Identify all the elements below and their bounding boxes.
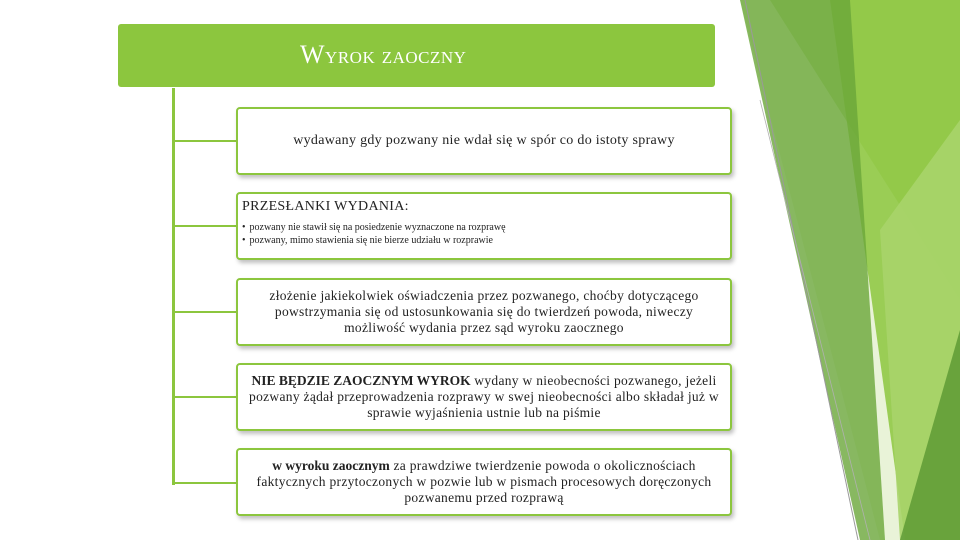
box-default-judgment <box>236 448 732 516</box>
box-default-judgment-content <box>238 458 730 506</box>
connector-line-4 <box>174 396 236 398</box>
box-prerequisites <box>236 192 732 260</box>
box-definition-text: wydawany gdy pozwany nie wdał się w spór co do istoty sprawy <box>293 133 675 148</box>
box-default-judgment-bold: w wyroku zaocznym <box>272 458 390 473</box>
box-statement <box>236 278 732 346</box>
title-first-letter: W <box>300 40 326 69</box>
box-statement-text: złożenie jakiekolwiek oświadczenia przez pozwanego, choćby dotyczącego powstrzymania się od ustosunkowania się do twierdzeń powoda, niweczy możliwość wydania przez sąd wyroku zaocznego <box>269 288 699 335</box>
box-not-default-bold: NIE BĘDZIE ZAOCZNYM WYROK <box>251 373 471 388</box>
title-rest: yrok zaoczny <box>325 43 467 69</box>
prerequisite-item: • pozwany, mimo stawienia się nie bierze udziału w rozprawie <box>242 234 726 247</box>
connector-vertical-line <box>172 88 175 485</box>
connector-line-5 <box>174 482 236 484</box>
box-not-default-text: wydany w nieobecności pozwanego, jeżeli pozwany żądał przeprowadzenia rozprawy w swej nieobecności albo składał już w sprawie wyjaśnienia ustnie lub na piśmie <box>249 373 719 420</box>
prerequisites-list <box>242 221 726 247</box>
prerequisite-item: • pozwany nie stawił się na posiedzenie wyznaczone na rozprawę <box>242 221 726 234</box>
page-title <box>300 40 466 70</box>
box-definition <box>236 107 732 175</box>
box-default-judgment-text: za prawdziwe twierdzenie powoda o okolicznościach faktycznych przytoczonych w pozwie lub w pismach procesowych doręczonych pozwanemu przed rozprawą <box>256 458 712 505</box>
box-not-default-content <box>238 373 730 421</box>
connector-line-3 <box>174 311 236 313</box>
connector-line-1 <box>174 140 236 142</box>
box-not-default <box>236 363 732 431</box>
prerequisites-heading: PRZESŁANKI WYDANIA: <box>242 199 409 214</box>
connector-line-2 <box>174 225 236 227</box>
